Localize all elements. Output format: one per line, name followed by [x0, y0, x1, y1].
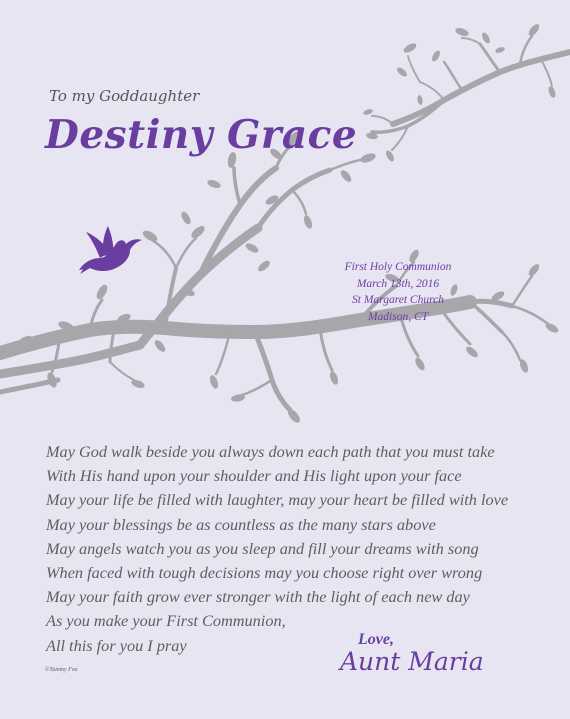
poem-line: May your faith grow ever stronger with the light of each new day — [46, 587, 470, 607]
event-date: March 13th, 2016 — [356, 277, 440, 290]
main-branch-illustration — [0, 144, 548, 410]
poem-line: May your blessings be as countless as the many stars above — [46, 514, 436, 534]
honoree-name: Destiny Grace — [45, 112, 358, 158]
poem-line: When faced with tough decisions may you choose right over wrong — [46, 563, 483, 583]
event-title: First Holy Communion — [344, 261, 452, 273]
recipient-line: To my Goddaughter — [49, 87, 200, 105]
copyright-notice: ©Tammy Fox — [45, 667, 78, 673]
poem-line: With His hand upon your shoulder and His light upon your face — [46, 466, 462, 486]
poem-line: May God walk beside you always down each path that you must take — [46, 442, 495, 461]
event-church: St Margaret Church — [352, 294, 444, 306]
top-branch-illustration — [372, 36, 570, 150]
event-location: Madison, CT — [367, 310, 429, 323]
signature-closing: Love, — [358, 631, 394, 648]
main-branch-leaves — [18, 129, 560, 424]
poem-line: May angels watch you as you sleep and fill your dreams with song — [46, 538, 479, 558]
event-details — [338, 259, 458, 325]
poem-line: May your life be filled with laughter, may your heart be filled with love — [46, 490, 509, 510]
signature-name: Aunt Maria — [340, 647, 484, 676]
poem — [46, 440, 508, 658]
bird-icon — [79, 226, 142, 274]
poem-line: As you make your First Communion, — [46, 611, 286, 631]
poem-line: All this for you I pray — [46, 635, 187, 655]
